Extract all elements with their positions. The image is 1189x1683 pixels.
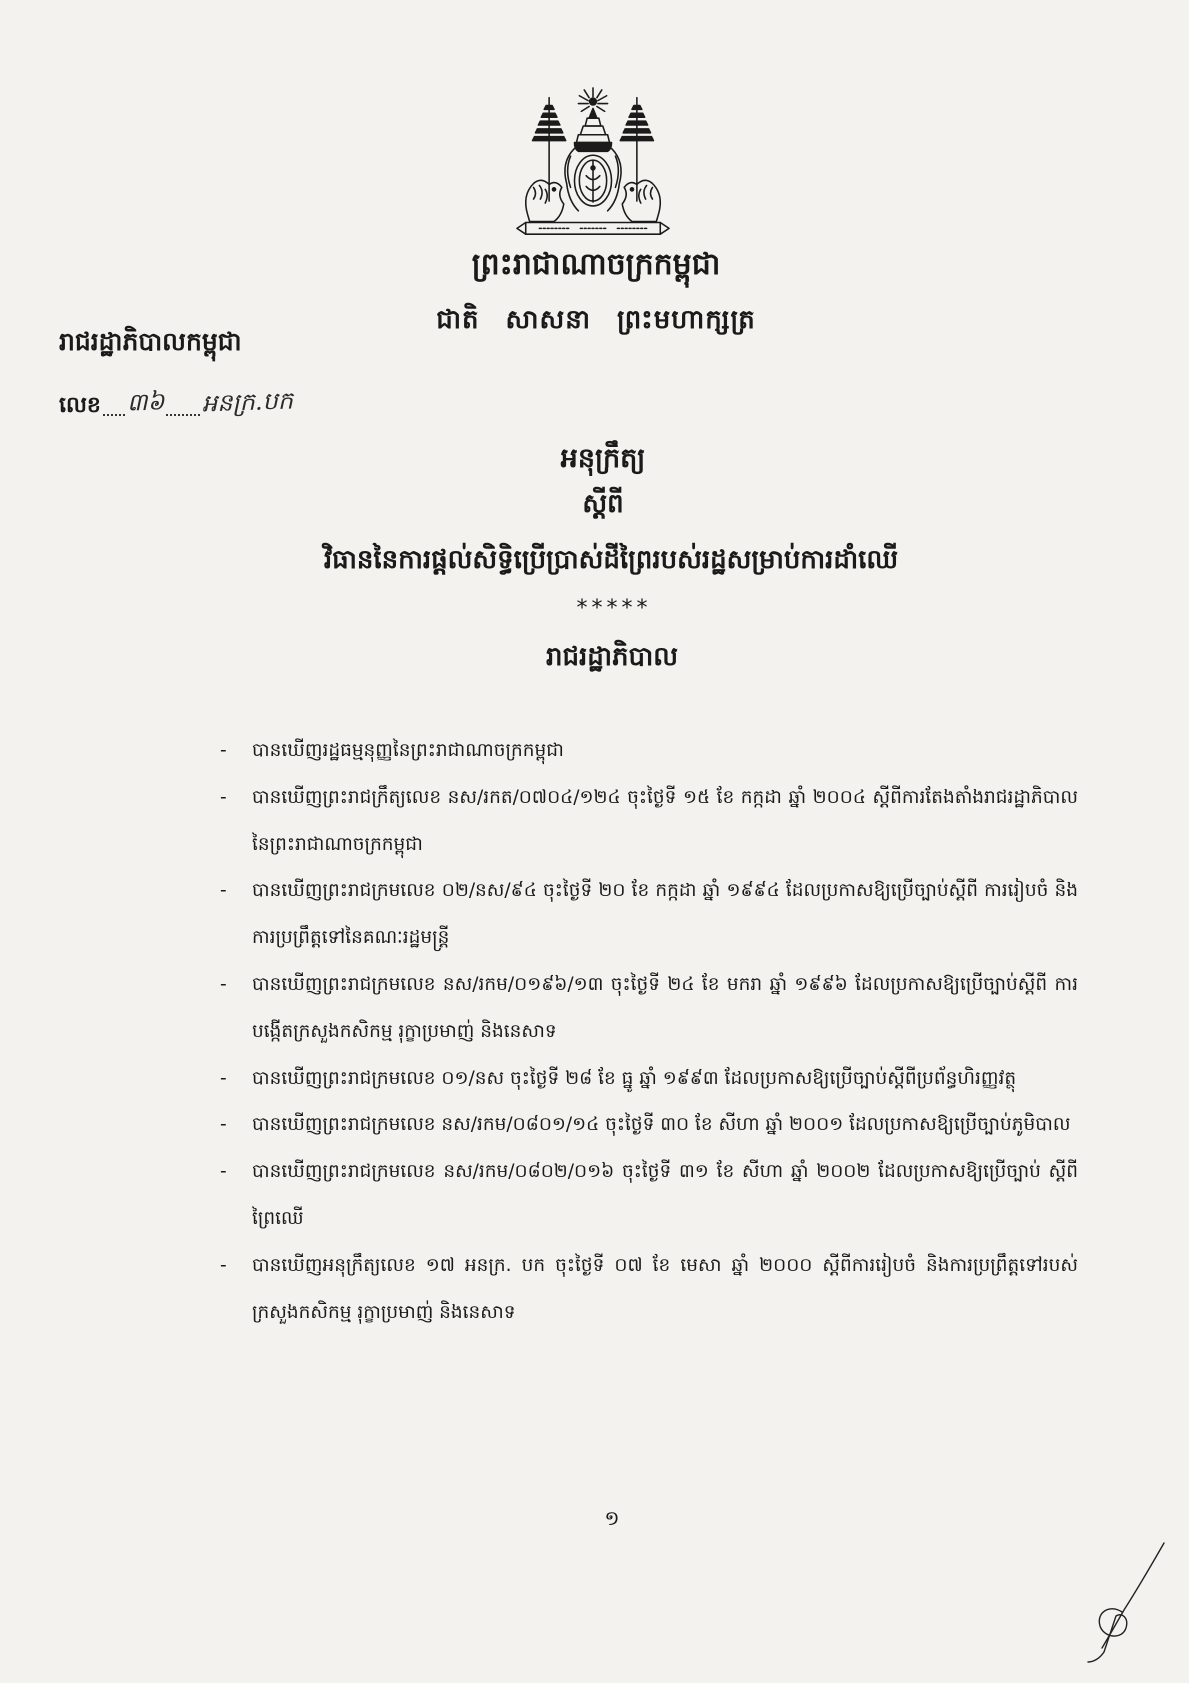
bullet-dash: -: [220, 973, 227, 995]
preamble-item: [220, 1149, 1078, 1243]
preamble-item: [220, 962, 1078, 1056]
bullet-dash: -: [220, 1067, 227, 1089]
preamble-text: បានឃើញព្រះរាជក្រមលេខ ០១/នស ចុះថ្ងៃទី ២៨ ខែ ធ្នូ ឆ្នាំ ១៩៩៣ ដែលប្រកាសឱ្យប្រើច្បាប់ស្តីពីប្រព័ន្ធហិរញ្ញវត្ថុ: [252, 1067, 1017, 1089]
national-motto: [436, 300, 755, 340]
document-type: អនុក្រឹត្យ: [560, 443, 646, 474]
left-lion-icon: [526, 180, 564, 221]
preamble-text: បានឃើញព្រះរាជក្រមលេខ នស/រកម/០១៩៦/១៣ ចុះថ្ងៃទី ២៤ ខែ មករា ឆ្នាំ ១៩៩៦ ដែលប្រកាសឱ្យប្រើច្បាប់ស្តីពី ការបង្កើតក្រសួងកសិកម្ម រុក្ខាប្រមាញ់ និងនេសាទ: [252, 973, 1078, 1042]
bullet-dash: -: [220, 1254, 227, 1276]
preamble-item: [220, 1243, 1078, 1337]
preamble-item: [220, 1056, 1078, 1103]
preamble-item: [220, 868, 1078, 962]
preamble-text: បានឃើញព្រះរាជក្រមលេខ នស/រកម/០៨០១/១៤ ចុះថ្ងៃទី ៣០ ខែ សីហា ឆ្នាំ ២០០១ ដែលប្រកាសឱ្យប្រើច្បាប់ភូមិបាល: [252, 1114, 1071, 1136]
ribbon-icon: [517, 223, 669, 235]
preamble-item: [220, 1102, 1078, 1149]
issuing-government: រាជរដ្ឋាភិបាលកម្ពុជា: [59, 327, 242, 356]
preamble-list: [220, 728, 1078, 1336]
preamble-item: [220, 775, 1078, 869]
preamble-text: បានឃើញព្រះរាជក្រមលេខ នស/រកម/០៨០២/០១៦ ចុះថ្ងៃទី ៣១ ខែ សីហា ឆ្នាំ ២០០២ ដែលប្រកាសឱ្យប្រើច្បាប់ ស្តីពីព្រៃឈើ: [252, 1161, 1078, 1229]
royal-arms-icon: [510, 86, 676, 242]
issuer-heading: រាជរដ្ឋាភិបាល: [545, 642, 679, 672]
crown-icon: [574, 108, 611, 151]
number-label: លេខ: [59, 393, 101, 418]
preamble-item: [220, 728, 1078, 775]
bullet-dash: -: [220, 740, 227, 761]
document-subject: វិធាននៃការផ្តល់សិទ្ធិប្រើប្រាស់ដីព្រៃរបស់រដ្ឋសម្រាប់ការដាំឈើ: [323, 545, 899, 575]
handwritten-number: ៣៦: [126, 387, 165, 417]
motto-nation: ជាតិ: [436, 305, 480, 335]
bullet-dash: -: [220, 880, 227, 902]
document-on: ស្តីពី: [582, 489, 624, 519]
motto-king: ព្រះមហាក្សត្រ: [617, 305, 756, 335]
bullet-dash: -: [220, 786, 227, 808]
bullet-dash: -: [220, 1161, 227, 1183]
number-leader: [166, 390, 200, 416]
title-separator: *****: [576, 596, 652, 621]
right-lion-icon: [622, 180, 660, 221]
preamble-text: បានឃើញរដ្ឋធម្មនុញ្ញនៃព្រះរាជាណាចក្រកម្ពុជា: [252, 740, 564, 761]
bullet-dash: -: [220, 1114, 227, 1136]
preamble-text: បានឃើញអនុក្រឹត្យលេខ ១៧ អនក្រ. បក ចុះថ្ងៃទី ០៧ ខែ មេសា ឆ្នាំ ២០០០ ស្តីពីការរៀបចំ និងការប្រព្រឹត្តទៅរបស់ក្រសួងកសិកម្ម រុក្ខាប្រមាញ់ និងនេសាទ: [252, 1254, 1078, 1323]
motto-religion: សាសនា: [505, 305, 592, 335]
preamble-text: បានឃើញព្រះរាជក្រមលេខ ០២/នស/៩៤ ចុះថ្ងៃទី ២០ ខែ កក្កដា ឆ្នាំ ១៩៩៤ ដែលប្រកាសឱ្យប្រើច្បាប់ស្តីពី ការរៀបចំ និងការប្រព្រឹត្តទៅនៃគណៈរដ្ឋមន្ត្រី: [252, 880, 1078, 949]
handwritten-initial-icon: [1078, 1540, 1168, 1665]
shield-icon: [574, 155, 611, 206]
preamble-text: បានឃើញព្រះរាជក្រឹត្យលេខ នស/រកត/០៧០៤/១២៤ ចុះថ្ងៃទី ១៥ ខែ កក្កដា ឆ្នាំ ២០០៤ ស្តីពីការតែងតាំងរាជរដ្ឋាភិបាល នៃព្រះរាជាណាចក្រកម្ពុជា: [252, 786, 1078, 855]
document-number-row: [59, 384, 293, 424]
handwritten-number-suffix: អនក្រ.បក: [201, 386, 294, 418]
number-leader: [103, 390, 125, 416]
kingdom-heading: ព្រះរាជាណាចក្រកម្ពុជា: [471, 247, 721, 282]
page-number: ១: [604, 1506, 620, 1530]
